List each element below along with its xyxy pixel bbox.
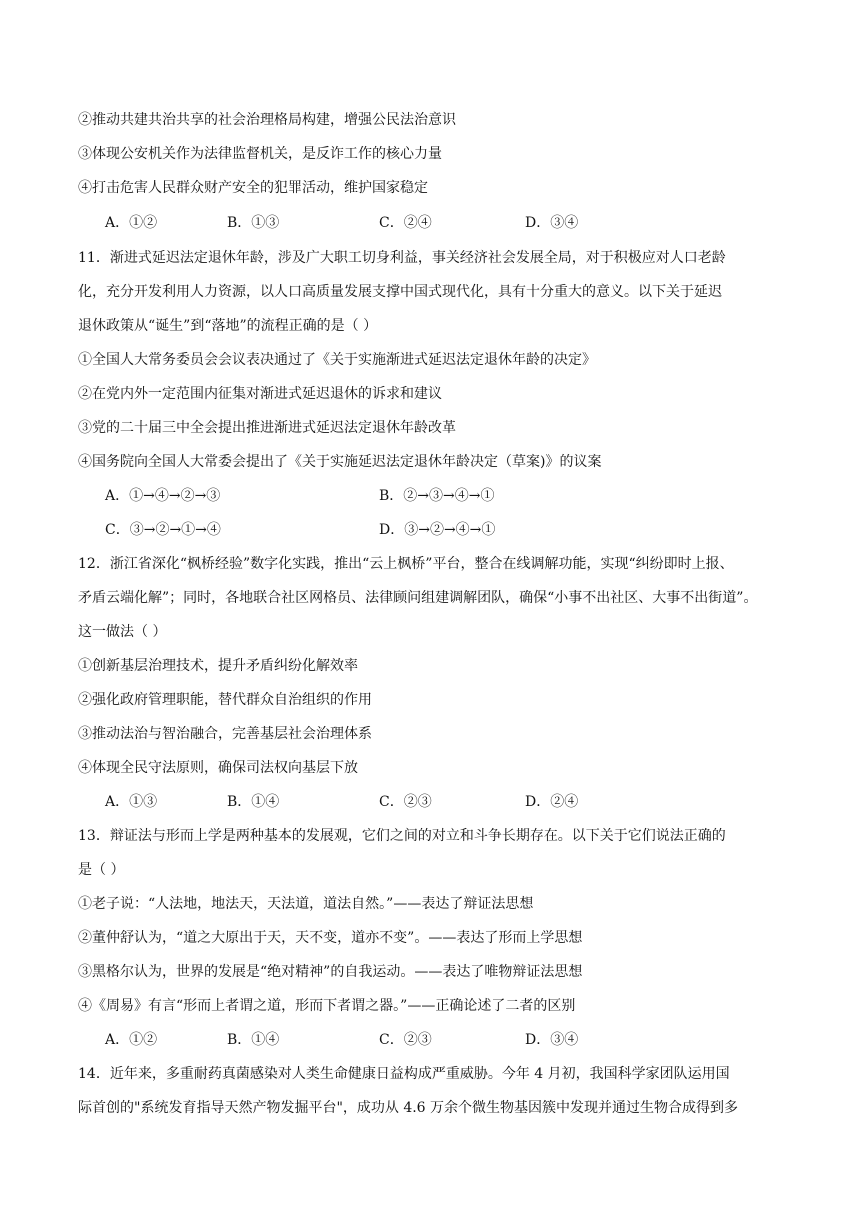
q11-option-b[interactable]: B．②→③→④→① <box>379 488 495 504</box>
q13-item-3: ③黑格尔认为，世界的发展是“绝对精神”的自我运动。——表达了唯物辩证法思想 <box>78 964 583 980</box>
q11-option-a[interactable]: A．①→④→②→③ <box>105 488 221 504</box>
q10-option-c[interactable]: C．②④ <box>379 215 432 231</box>
q13-option-a[interactable]: A．①② <box>105 1032 158 1048</box>
q13-item-2: ②董仲舒认为，“道之大原出于天，天不变，道亦不变”。——表达了形而上学思想 <box>78 930 583 946</box>
q14-stem-line-1: 14．近年来，多重耐药真菌感染对人类生命健康日益构成严重威胁。今年 4 月初，我国科学家团队运用国 <box>78 1066 730 1082</box>
q10-item-2: ②推动共建共治共享的社会治理格局构建，增强公民法治意识 <box>78 112 456 128</box>
q12-option-d[interactable]: D．②④ <box>525 794 579 810</box>
q11-item-1: ①全国人大常务委员会会议表决通过了《关于实施渐进式延迟法定退休年龄的决定》 <box>78 352 596 368</box>
q13-option-b[interactable]: B．①④ <box>227 1032 280 1048</box>
q10-option-a[interactable]: A．①② <box>105 215 158 231</box>
q11-option-d[interactable]: D．③→②→④→① <box>379 522 496 538</box>
q13-option-d[interactable]: D．③④ <box>525 1032 579 1048</box>
q13-item-4: ④《周易》有言“形而上者谓之道，形而下者谓之器。”——正确论述了二者的区别 <box>78 998 576 1014</box>
q11-item-4: ④国务院向全国人大常委会提出了《关于实施延迟法定退休年龄决定（草案)》的议案 <box>78 454 602 470</box>
q12-item-3: ③推动法治与智治融合，完善基层社会治理体系 <box>78 726 372 742</box>
q12-item-1: ①创新基层治理技术，提升矛盾纠纷化解效率 <box>78 658 358 674</box>
q11-stem-line-3: 退休政策从“诞生”到“落地”的流程正确的是（ ） <box>78 318 378 334</box>
q11-item-2: ②在党内外一定范围内征集对渐进式延迟退休的诉求和建议 <box>78 386 442 402</box>
q12-stem-line-3: 这一做法（ ） <box>78 624 167 640</box>
q14-stem-line-2: 际首创的"系统发育指导天然产物发掘平台"，成功从 4.6 万余个微生物基因簇中发现并通过生物合成得到多 <box>78 1100 739 1116</box>
q11-stem-line-2: 化，充分开发利用人力资源，以人口高质量发展支撑中国式现代化，具有十分重大的意义。以下关于延迟 <box>78 284 722 300</box>
q10-item-3: ③体现公安机关作为法律监督机关，是反诈工作的核心力量 <box>78 146 442 162</box>
q12-option-c[interactable]: C．②③ <box>379 794 432 810</box>
q12-stem-line-1: 12．浙江省深化“枫桥经验”数字化实践，推出“云上枫桥”平台，整合在线调解功能，实现“纠纷即时上报、 <box>78 556 734 572</box>
q13-stem-line-1: 13．辩证法与形而上学是两种基本的发展观，它们之间的对立和斗争长期存在。以下关于它们说法正确的 <box>78 828 726 844</box>
q12-stem-line-2: 矛盾云端化解”；同时，各地联合社区网格员、法律顾问组建调解团队，确保“小事不出社区、大事不出街道”。 <box>78 590 758 606</box>
q11-item-3: ③党的二十届三中全会提出推进渐进式延迟法定退休年龄改革 <box>78 420 456 436</box>
q12-option-a[interactable]: A．①③ <box>105 794 158 810</box>
q13-stem-line-2: 是（ ） <box>78 862 125 878</box>
q13-item-1: ①老子说：“人法地，地法天，天法道，道法自然。”——表达了辩证法思想 <box>78 896 534 912</box>
q10-item-4: ④打击危害人民群众财产安全的犯罪活动，维护国家稳定 <box>78 180 428 196</box>
q13-option-c[interactable]: C．②③ <box>379 1032 432 1048</box>
q12-item-4: ④体现全民守法原则，确保司法权向基层下放 <box>78 760 358 776</box>
q11-stem-line-1: 11．渐进式延迟法定退休年龄，涉及广大职工切身利益，事关经济社会发展全局，对于积极应对人口老龄 <box>78 250 726 266</box>
q12-option-b[interactable]: B．①④ <box>227 794 280 810</box>
q11-option-c[interactable]: C．③→②→①→④ <box>105 522 221 538</box>
q12-item-2: ②强化政府管理职能，替代群众自治组织的作用 <box>78 692 372 708</box>
q10-option-d[interactable]: D．③④ <box>525 215 579 231</box>
q10-option-b[interactable]: B．①③ <box>227 215 280 231</box>
